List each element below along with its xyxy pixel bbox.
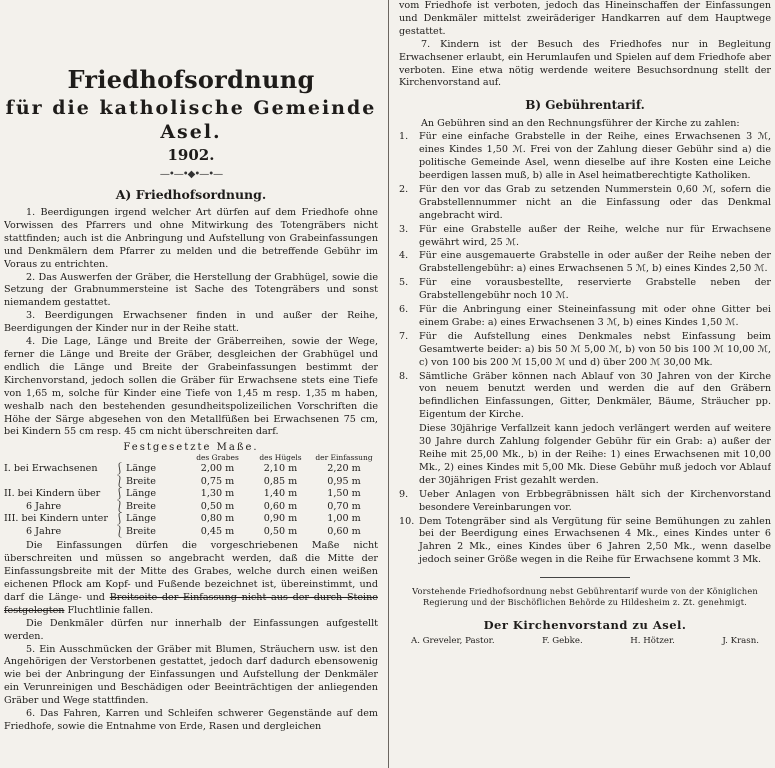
item-number: 9.	[399, 488, 409, 500]
after-table-paragraph: Die Einfassungen dürfen die vorgeschriebenen Maße nicht überschreiten und müssen so angebracht werden, daß die Mitte der Einfassungsbreite mit der Mitte des Grabes, welche durch einen weißen eichenen Pflock am Kopf- und Fußende bezeichnet ist, übereinstimmt, und darf die Länge- und Breitseite der Einfassung nicht aus der durch Steine festgelegten Fluchtlinie fallen.	[4, 540, 378, 616]
item-text: Für eine Grabstelle außer der Reihe, welche nur für Erwachsene gewährt wird, 25 ℳ.	[419, 223, 771, 248]
item-number: 8.	[399, 370, 409, 382]
tariff-item	[399, 331, 771, 370]
cell-dim: Breite	[126, 500, 156, 512]
cell-einfassung: 1,50 m	[327, 488, 361, 500]
brace-glyph: ⎰	[114, 487, 125, 501]
tariff-item	[399, 224, 771, 250]
item-text: Diese 30jährige Verfallzeit kann jedoch verlängert werden auf weitere 30 Jahre durch Zahlung folgender Gebühr für ein Grab: a) außer der Reihe mit 25,00 Mk., b) in der Reihe: 1) eines Erwachsenen mit 10,00 Mk., 2) eines Kindes mit 5,00 Mk. Diese Gebühr muß jedoch vor Ablauf der 30jährigen Frist gezahlt werden.	[419, 423, 771, 486]
paragraph: 1. Beerdigungen irgend welcher Art dürfen auf dem Friedhofe ohne Vorwissen des Pfarrers und ohne Mitwirkung des Totengräbers nicht stattfinden; auch ist die Anbringung und Aufstellung von Grabeinfassungen und Denkmälern dem Pfarrer zu melden und die betreffende Gebühr im Voraus zu entrichten.	[4, 207, 378, 270]
brace-glyph: ⎰	[114, 462, 125, 476]
cell-huegel: 0,50 m	[263, 525, 298, 537]
ornament-divider: —•—•◆•—•—	[159, 169, 223, 180]
cell-einfassung: 0,95 m	[327, 475, 361, 487]
item-text: Für die Anbringung einer Steineinfassung mit oder ohne Gitter bei einem Grabe: a) eines Erwachsenen 3 ℳ, b) eines Kindes 1,50 ℳ.	[419, 304, 771, 328]
signer-name: H. Hötzer.	[630, 636, 675, 647]
item-text: Für den vor das Grab zu setzenden Nummerstein 0,60 ℳ, sofern die Grabstellennummer nicht an die Einfassung oder das Denkmal angebracht wird.	[419, 183, 771, 221]
item-text: Für die Aufstellung eines Denkmales nebst Einfassung beim Gesamtwerte beider: a) bis 50 ℳ 5,00 ℳ, b) von 50 bis 100 ℳ 10,00 ℳ, c) von 100 bis 200 ℳ 15,00 ℳ und d) über 200 ℳ 30,00 Mk.	[419, 330, 771, 368]
section-a-heading: A) Friedhofsordnung.	[115, 187, 267, 202]
signer-name: A. Greveler, Pastor.	[411, 636, 495, 647]
cell-grab: 0,45 m	[200, 525, 235, 537]
struck-text: Breitseite der Einfassung nicht aus der durch Steine festgelegten	[4, 591, 378, 616]
group-label: 6 Jahre	[26, 525, 62, 537]
cell-einfassung: 1,00 m	[327, 513, 361, 525]
right-column	[399, 0, 771, 768]
table-row	[4, 488, 376, 501]
item-text: Sämtliche Gräber können nach Ablauf von 30 Jahren von der Kirche von neuem benutzt werden und werden die auf den Gräbern befindlichen Einfassungen, Gitter, Denkmäler, Bäume, Sträucher pp. Eigentum der Kirche.	[419, 370, 771, 421]
brace-glyph: ⎱	[114, 499, 125, 513]
section-a-paragraphs	[4, 207, 378, 439]
tariff-item	[399, 516, 771, 568]
group-label: II. bei Kindern über	[4, 488, 101, 500]
group-label: 6 Jahre	[26, 500, 62, 512]
cell-dim: Länge	[126, 463, 157, 475]
table-row	[4, 463, 376, 476]
item-text: Für eine vorausbestellte, reservierte Grabstelle neben der Grabstellengebühr noch 10 ℳ.	[419, 277, 771, 302]
item-text: Ueber Anlagen von Erbbegräbnissen hält sich der Kirchenvorstand besondere Vereinbarungen vor.	[419, 488, 771, 513]
cell-huegel: 0,90 m	[263, 513, 298, 525]
document-subtitle: für die katholische Gemeinde Asel.	[5, 97, 377, 143]
table-row	[4, 526, 376, 539]
tariff-intro: An Gebühren sind an den Rechnungsführer der Kirche zu zahlen:	[421, 118, 740, 130]
tariff-item	[399, 371, 771, 423]
cell-dim: Länge	[126, 488, 157, 500]
tariff-item	[399, 250, 771, 276]
table-row	[4, 501, 376, 514]
paragraph: 5. Ein Ausschmücken der Gräber mit Blumen, Sträuchern usw. ist den Angehörigen der Verstorbenen gestattet, jedoch darf dadurch ebensowenig wie bei der Anbringung der Einfassungen und Aufstellung der Denkmäler ein Verunreinigen und Beschädigen oder Beeinträchtigen der anliegenden Gräber und Wege stattfinden.	[4, 643, 378, 707]
cell-dim: Breite	[126, 475, 156, 487]
continuation-paragraph: vom Friedhofe ist verboten, jedoch das Hineinschaffen der Einfassungen und Denkmäler mittelst zweiräderiger Handkarren auf dem Hauptwege gestattet.	[399, 0, 771, 37]
measurements-table	[4, 454, 376, 538]
table-header-row	[4, 454, 376, 463]
brace-glyph: ⎱	[114, 524, 125, 538]
item-text: Dem Totengräber sind als Vergütung für seine Bemühungen zu zahlen bei der Beerdigung eines Erwachsenen 4 Mk., eines Kindes unter 6 Jahren 2 Mk., eines Kindes über 6 Jahren 2,50 Mk., wenn daselbe jedoch seiner Größe wegen in die Reihe für Erwachsene kommt 3 Mk.	[419, 515, 771, 566]
item-number: 3.	[399, 223, 409, 235]
section-a-later-paragraphs	[4, 618, 378, 734]
column-header: des Hügels	[259, 453, 302, 463]
item-number: 6.	[399, 304, 409, 316]
cell-huegel: 1,40 m	[263, 488, 298, 500]
group-label: I. bei Erwachsenen	[4, 463, 98, 475]
left-column	[4, 0, 378, 768]
paragraph: 3. Beerdigungen Erwachsener finden in und außer der Reihe, Beerdigungen der Kinder nur in der Reihe statt.	[4, 310, 378, 335]
table-row	[4, 476, 376, 489]
cell-grab: 1,30 m	[200, 488, 235, 500]
table-row	[4, 513, 376, 526]
brace-glyph: ⎰	[114, 512, 125, 526]
item-number: 2.	[399, 183, 409, 195]
cell-grab: 0,80 m	[200, 513, 235, 525]
item-number: 4.	[399, 250, 409, 262]
document-year: 1902.	[167, 146, 215, 164]
brace-glyph: ⎱	[114, 474, 125, 488]
approval-notice: Vorstehende Friedhofsordnung nebst Gebührentarif wurde von der Königlichen Regierung und der Bischöflichen Behörde zu Hildesheim z. Zt. genehmigt.	[412, 586, 758, 608]
column-header: des Grabes	[196, 453, 239, 463]
table-heading: Festgesetzte Maße.	[123, 442, 259, 454]
tariff-item	[399, 277, 771, 303]
paragraph: 4. Die Lage, Länge und Breite der Gräberreihen, sowie der Wege, ferner die Länge und Breite der Gräber, desgleichen der Grabhügel und endlich die Länge und Breite der Grabeinfassungen bestimmt der Kirchenvorstand, jedoch sollen die Gräber für Erwachsene stets eine Tiefe von 1,65 m, solche für Kinder eine Tiefe von 1,45 m resp. 1,35 m haben, weshalb nach den bestehenden gesundheitspolizeilichen Vorschriften die Höhe der Särge abgesehen von den Metallfüßen bei Erwachsenen 75 cm, bei Kindern 55 cm resp. 45 cm nicht überschreiten darf.	[4, 336, 378, 438]
cell-dim: Breite	[126, 525, 156, 537]
cell-grab: 2,00 m	[200, 463, 235, 475]
tariff-item	[399, 184, 771, 223]
cell-huegel: 0,85 m	[263, 475, 298, 487]
item-number: 1.	[399, 131, 409, 143]
tariff-item	[399, 131, 771, 183]
paragraph: Die Denkmäler dürfen nur innerhalb der Einfassungen aufgestellt werden.	[4, 617, 378, 642]
item-text: Für eine ausgemauerte Grabstelle in oder außer der Reihe neben der Grabstellengebühr: a) eines Erwachsenen 5 ℳ, b) eines Kindes 2,50 ℳ.	[419, 250, 771, 275]
cell-dim: Länge	[126, 513, 157, 525]
signers-row	[399, 635, 771, 647]
signer-name: J. Krasn.	[722, 636, 759, 647]
cell-huegel: 2,10 m	[263, 463, 298, 475]
item-text: Für eine einfache Grabstelle in der Reihe, eines Erwachsenen 3 ℳ, eines Kindes 1,50 ℳ. Frei von der Zahlung dieser Gebühr sind a) die politische Gemeinde Asel, wenn dieselbe auf ihre Kosten eine Leiche beerdigen lassen muß, b) alle in Asel heimatberechtigte Katholiken.	[419, 131, 771, 181]
paragraph: 2. Das Auswerfen der Gräber, die Herstellung der Grabhügel, sowie die Setzung der Grabnummersteine ist Sache des Totengräbers und sonst niemandem gestattet.	[4, 271, 378, 309]
column-divider	[388, 0, 389, 768]
cell-grab: 0,50 m	[200, 500, 235, 512]
paragraph: 6. Das Fahren, Karren und Schleifen schwerer Gegenstände auf dem Friedhofe, sowie die Entnahme von Erde, Rasen und dergleichen	[4, 708, 378, 732]
cell-huegel: 0,60 m	[263, 500, 298, 512]
item-number: 5.	[399, 277, 409, 289]
section-b-heading: B) Gebührentarif.	[525, 98, 645, 113]
column-header: der Einfassung	[315, 453, 373, 463]
cell-einfassung: 0,70 m	[327, 500, 361, 512]
item-number: 7.	[399, 330, 409, 342]
signer-name: F. Gebke.	[542, 636, 583, 647]
tariff-item	[399, 423, 771, 488]
signature-title: Der Kirchenvorstand zu Asel.	[483, 618, 687, 633]
cell-einfassung: 2,20 m	[327, 463, 361, 475]
tariff-list	[399, 131, 771, 567]
tariff-item	[399, 489, 771, 515]
document-title: Friedhofsordnung	[67, 65, 315, 94]
paragraph-7: 7. Kindern ist der Besuch des Friedhofes nur in Begleitung Erwachsener erlaubt, ein Herumlaufen und Spielen auf dem Friedhofe aber verboten. Eine etwa nötig werdende weitere Besuchsordnung stellt der Kirchenvorstand auf.	[399, 38, 771, 89]
cell-grab: 0,75 m	[200, 475, 235, 487]
item-number: 10.	[399, 515, 415, 527]
group-label	[4, 476, 114, 489]
tariff-item	[399, 304, 771, 330]
group-label: III. bei Kindern unter	[4, 513, 108, 525]
cell-einfassung: 0,60 m	[327, 525, 361, 537]
short-rule	[540, 577, 630, 578]
